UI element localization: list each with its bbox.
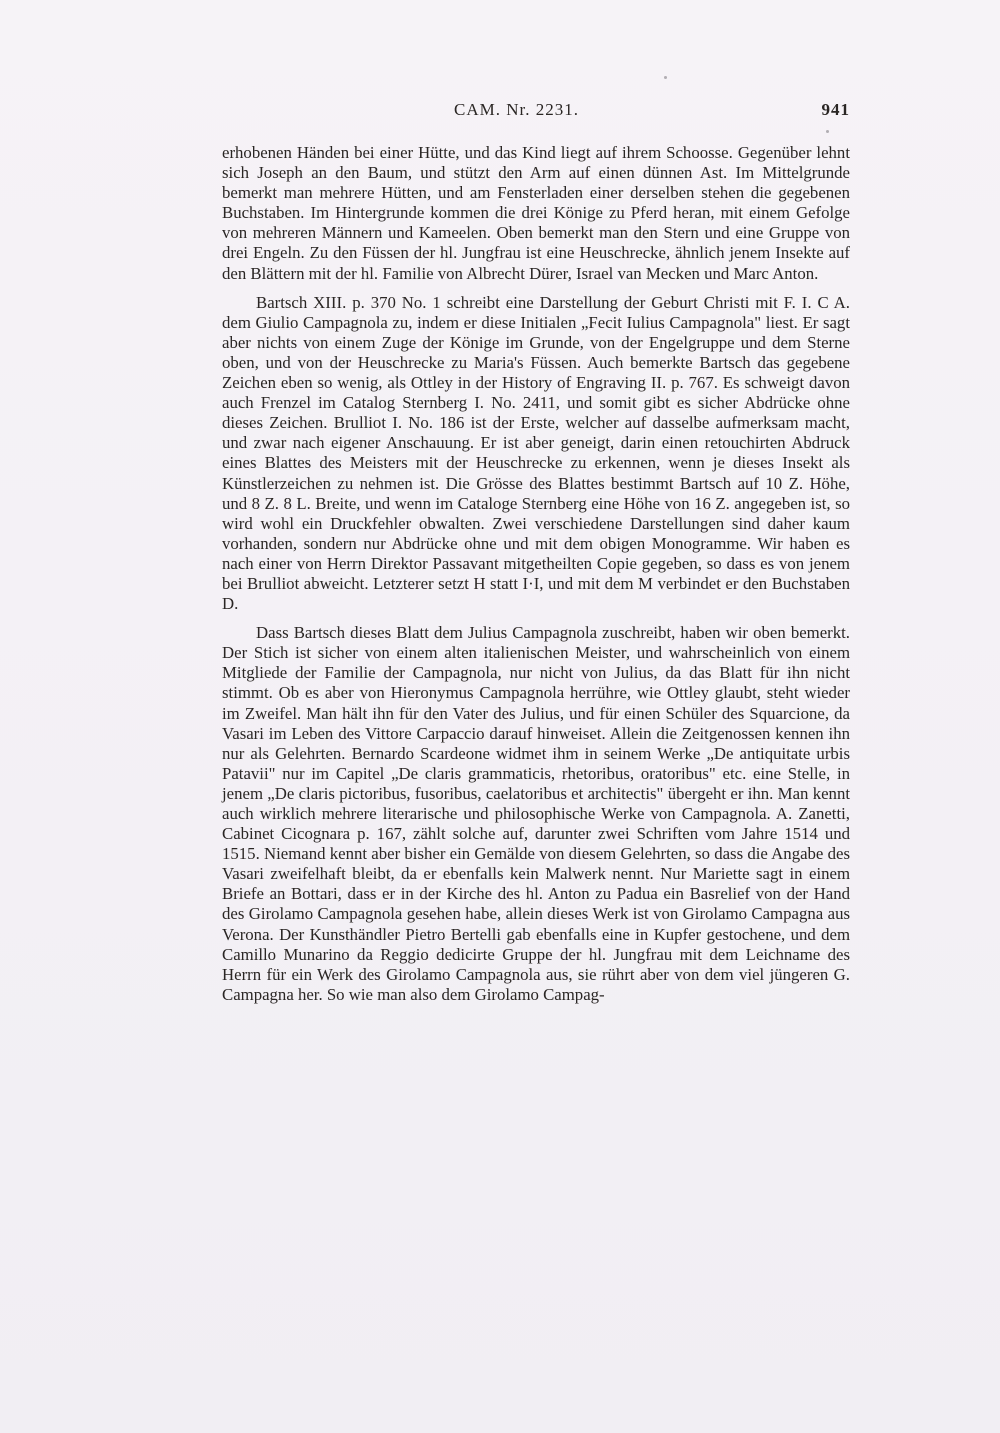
paragraph: erhobenen Händen bei einer Hütte, und das Kind liegt auf ihrem Schoosse. Gegenüber lehnt sich Joseph an den Baum, und stützt den Arm auf einen dünnen Ast. Im Mittelgrunde bemerkt man mehrere Hütten, und am Fensterladen einer derselben stehen die gegebenen Buchstaben. Im Hintergrunde kommen die drei Könige zu Pferd heran, mit einem Gefolge von mehreren Männern und Kameelen. Oben bemerkt man den Stern und eine Gruppe von drei Engeln. Zu den Füssen der hl. Jungfrau ist eine Heuschrecke, ähnlich jenem Insekte auf den Blättern mit der hl. Familie von Albrecht Dürer, Israel van Mecken und Marc Anton. bbox=[222, 143, 850, 283]
body-text bbox=[222, 143, 850, 1005]
paragraph: Dass Bartsch dieses Blatt dem Julius Campagnola zuschreibt, haben wir oben bemerkt. Der Stich ist sicher von einem alten italienischen Meister, und wahrscheinlich von einem Mitgliede der Familie der Campagnola, nur nicht von Julius, da das Blatt für ihn nicht stimmt. Ob es aber von Hieronymus Campagnola herrühre, wie Ottley glaubt, steht wieder im Zweifel. Man hält ihn für den Vater des Julius, und für einen Schüler des Squarcione, da Vasari im Leben des Vittore Carpaccio darauf hinweiset. Allein die Zeitgenossen kennen ihn nur als Gelehrten. Bernardo Scardeone widmet ihm in seinem Werke „De antiquitate urbis Patavii" nur im Capitel „De claris grammaticis, rhetoribus, oratoribus" etc. eine Stelle, in jenem „De claris pictoribus, fusoribus, caelatoribus et architectis" übergeht er ihn. Man kennt auch wirklich mehrere literarische und philosophische Werke von Campagnola. A. Zanetti, Cabinet Cicognara p. 167, zählt solche auf, darunter zwei Schriften vom Jahre 1514 und 1515. Niemand kennt aber bisher ein Gemälde von diesem Gelehrten, so dass die Angabe des Vasari zweifelhaft bleibt, da er ebenfalls kein Malwerk nennt. Nur Mariette sagt in einem Briefe an Bottari, dass er in der Kirche des hl. Anton zu Padua ein Basrelief von der Hand des Girolamo Campagnola gesehen habe, allein dieses Werk ist von Girolamo Campagna aus Verona. Der Kunsthändler Pietro Bertelli gab ebenfalls eine in Kupfer gestochene, und dem Camillo Munarino da Reggio dedicirte Gruppe der hl. Jungfrau mit dem Leichname des Herrn für ein Werk des Girolamo Campagnola aus, sie rührt aber von dem viel jüngeren G. Campagna her. So wie man also dem Girolamo Campag- bbox=[222, 623, 850, 1004]
paragraph: Bartsch XIII. p. 370 No. 1 schreibt eine Darstellung der Geburt Christi mit F. I. C A. dem Giulio Campagnola zu, indem er diese Initialen „Fecit Iulius Campagnola" liest. Er sagt aber nichts von einem Zuge der Könige im Grunde, von der Engelgruppe und dem Sterne oben, und von der Heuschrecke zu Maria's Füssen. Auch bemerkte Bartsch das gegebene Zeichen eben so wenig, als Ottley in der History of Engraving II. p. 767. Es schweigt davon auch Frenzel im Catalog Sternberg I. No. 2411, und somit gibt es sicher Abdrücke ohne dieses Zeichen. Brulliot I. No. 186 ist der Erste, welcher auf dasselbe aufmerksam macht, und zwar nach eigener Anschauung. Er ist aber geneigt, darin einen retouchirten Abdruck eines Blattes des Meisters mit der Heuschrecke zu erkennen, wenn je dieses Insekt als Künstlerzeichen zu nehmen ist. Die Grösse des Blattes bestimmt Bartsch auf 10 Z. Höhe, und 8 Z. 8 L. Breite, und wenn im Cataloge Sternberg eine Höhe von 16 Z. angegeben ist, so wird wohl ein Druckfehler obwalten. Zwei verschiedene Darstellungen sind daher kaum vorhanden, sondern nur Abdrücke ohne und mit dem obigen Monogramme. Wir haben es nach einer von Herrn Direktor Passavant mitgetheilten Copie gegeben, so dass es von jenem bei Brulliot abweicht. Letzterer setzt H statt I·I, und mit dem M verbindet er den Buchstaben D. bbox=[222, 292, 850, 614]
running-head: CAM. Nr. 2231. bbox=[454, 100, 579, 119]
page-header bbox=[222, 100, 850, 130]
paper-speck bbox=[826, 130, 829, 133]
paper-speck bbox=[664, 76, 667, 79]
page-number: 941 bbox=[821, 100, 850, 119]
